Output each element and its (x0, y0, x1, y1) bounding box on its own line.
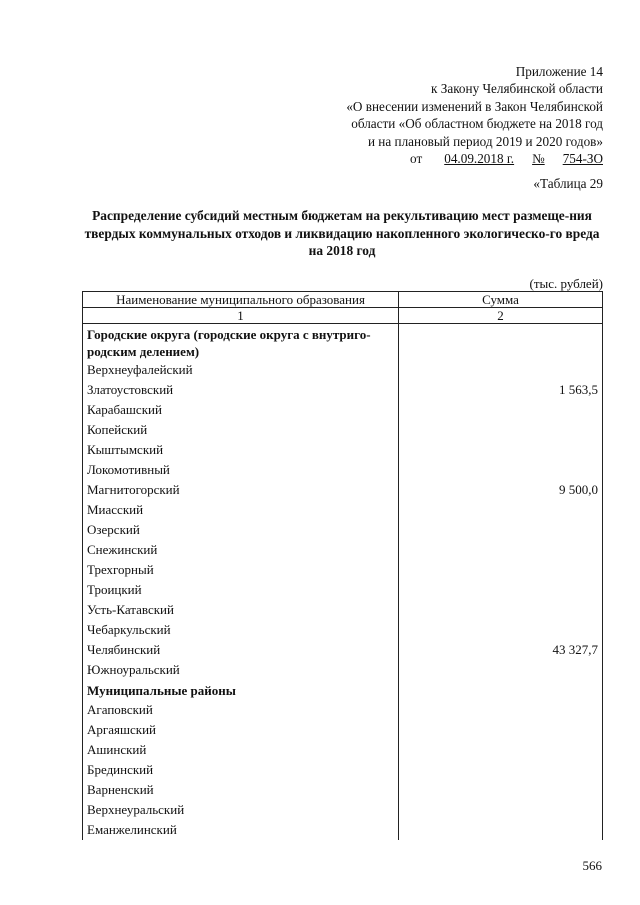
amount-cell (399, 740, 603, 760)
municipality-name-cell: Верхнеуральский (83, 800, 399, 820)
page-number: 566 (582, 858, 602, 873)
table-row (83, 740, 603, 760)
amount-cell: 9 500,0 (399, 480, 603, 500)
municipality-name-cell: Миасский (83, 500, 399, 520)
amount-cell (399, 820, 603, 840)
amount-cell (399, 760, 603, 780)
table-number: «Таблица 29 (533, 176, 603, 191)
number-sign: № (532, 151, 545, 167)
table-row (83, 640, 603, 660)
table-row (83, 520, 603, 540)
table-header-row (83, 292, 603, 308)
table-group-row (83, 324, 603, 361)
law-date: 04.09.2018 г. (444, 151, 515, 167)
amount-cell (399, 600, 603, 620)
amount-cell (399, 360, 603, 380)
amount-cell (399, 720, 603, 740)
amount-cell (399, 780, 603, 800)
amount-cell (399, 440, 603, 460)
amount-cell (399, 520, 603, 540)
municipality-name-cell: Златоустовский (83, 380, 399, 400)
amount-cell: 43 327,7 (399, 640, 603, 660)
municipality-name-cell: Карабашский (83, 400, 399, 420)
table-row (83, 380, 603, 400)
table-row (83, 440, 603, 460)
municipality-name-cell: Усть-Катавский (83, 600, 399, 620)
municipality-name-cell: Варненский (83, 780, 399, 800)
column-header-name: Наименование муниципального образования (83, 292, 399, 308)
header-line: области «Об областном бюджете на 2018 год (351, 116, 603, 132)
header-line: к Закону Челябинской области (431, 81, 603, 97)
header-line: и на плановый период 2019 и 2020 годов» (367, 133, 603, 149)
date-prefix: от (410, 151, 423, 167)
column-index: 2 (399, 308, 603, 324)
amount-cell (399, 460, 603, 480)
header-line: «О внесении изменений в Закон Челябинской (346, 98, 603, 114)
municipality-name-cell: Верхнеуфалейский (83, 360, 399, 380)
table-group-row (83, 680, 603, 700)
table-row (83, 820, 603, 840)
table-row (83, 400, 603, 420)
amount-cell (399, 800, 603, 820)
municipality-name-cell: Чебаркульский (83, 620, 399, 640)
amount-cell (399, 324, 603, 361)
group-name-cell: Муниципальные районы (83, 680, 399, 700)
amount-cell (399, 400, 603, 420)
municipality-name-cell: Кыштымский (83, 440, 399, 460)
table-row (83, 500, 603, 520)
appendix-header (273, 63, 603, 167)
municipality-name-cell: Трехгорный (83, 560, 399, 580)
table-row (83, 620, 603, 640)
amount-cell (399, 580, 603, 600)
municipality-name-cell: Локомотивный (83, 460, 399, 480)
municipality-name-cell: Троицкий (83, 580, 399, 600)
law-number: 754-ЗО (562, 151, 603, 167)
municipality-name-cell: Магнитогорский (83, 480, 399, 500)
table-row (83, 360, 603, 380)
amount-cell: 1 563,5 (399, 380, 603, 400)
table-row (83, 780, 603, 800)
municipality-name-cell: Снежинский (83, 540, 399, 560)
law-date-number (273, 150, 603, 167)
table-row (83, 420, 603, 440)
amount-cell (399, 700, 603, 720)
table-row (83, 720, 603, 740)
table-row (83, 660, 603, 680)
amount-cell (399, 560, 603, 580)
table-row (83, 600, 603, 620)
document-title: Распределение субсидий местным бюджетам на рекультивацию мест размеще-ния твердых коммунальных отходов и ликвидацию накопленного экологическо-го вреда на 2018 год (84, 208, 600, 259)
table-row (83, 540, 603, 560)
municipality-name-cell: Агаповский (83, 700, 399, 720)
municipality-name-cell: Южноуральский (83, 660, 399, 680)
table-row (83, 700, 603, 720)
amount-cell (399, 620, 603, 640)
municipality-name-cell: Копейский (83, 420, 399, 440)
municipality-name-cell: Озерский (83, 520, 399, 540)
column-index: 1 (83, 308, 399, 324)
header-line: Приложение 14 (515, 64, 603, 79)
table-row (83, 560, 603, 580)
subsidy-table (82, 291, 603, 840)
table-row (83, 460, 603, 480)
municipality-name-cell: Ашинский (83, 740, 399, 760)
amount-cell (399, 660, 603, 680)
municipality-name-cell: Челябинский (83, 640, 399, 660)
table-row (83, 480, 603, 500)
amount-cell (399, 500, 603, 520)
group-name-cell: Городские округа (городские округа с внутриго-родским делением) (83, 324, 399, 361)
column-index-row (83, 308, 603, 324)
column-header-sum: Сумма (399, 292, 603, 308)
municipality-name-cell: Брединский (83, 760, 399, 780)
amount-cell (399, 420, 603, 440)
table-row (83, 760, 603, 780)
unit-label: (тыс. рублей) (529, 276, 603, 291)
amount-cell (399, 680, 603, 700)
table-row (83, 800, 603, 820)
municipality-name-cell: Аргаяшский (83, 720, 399, 740)
municipality-name-cell: Еманжелинский (83, 820, 399, 840)
table-body (83, 324, 603, 841)
amount-cell (399, 540, 603, 560)
table-row (83, 580, 603, 600)
